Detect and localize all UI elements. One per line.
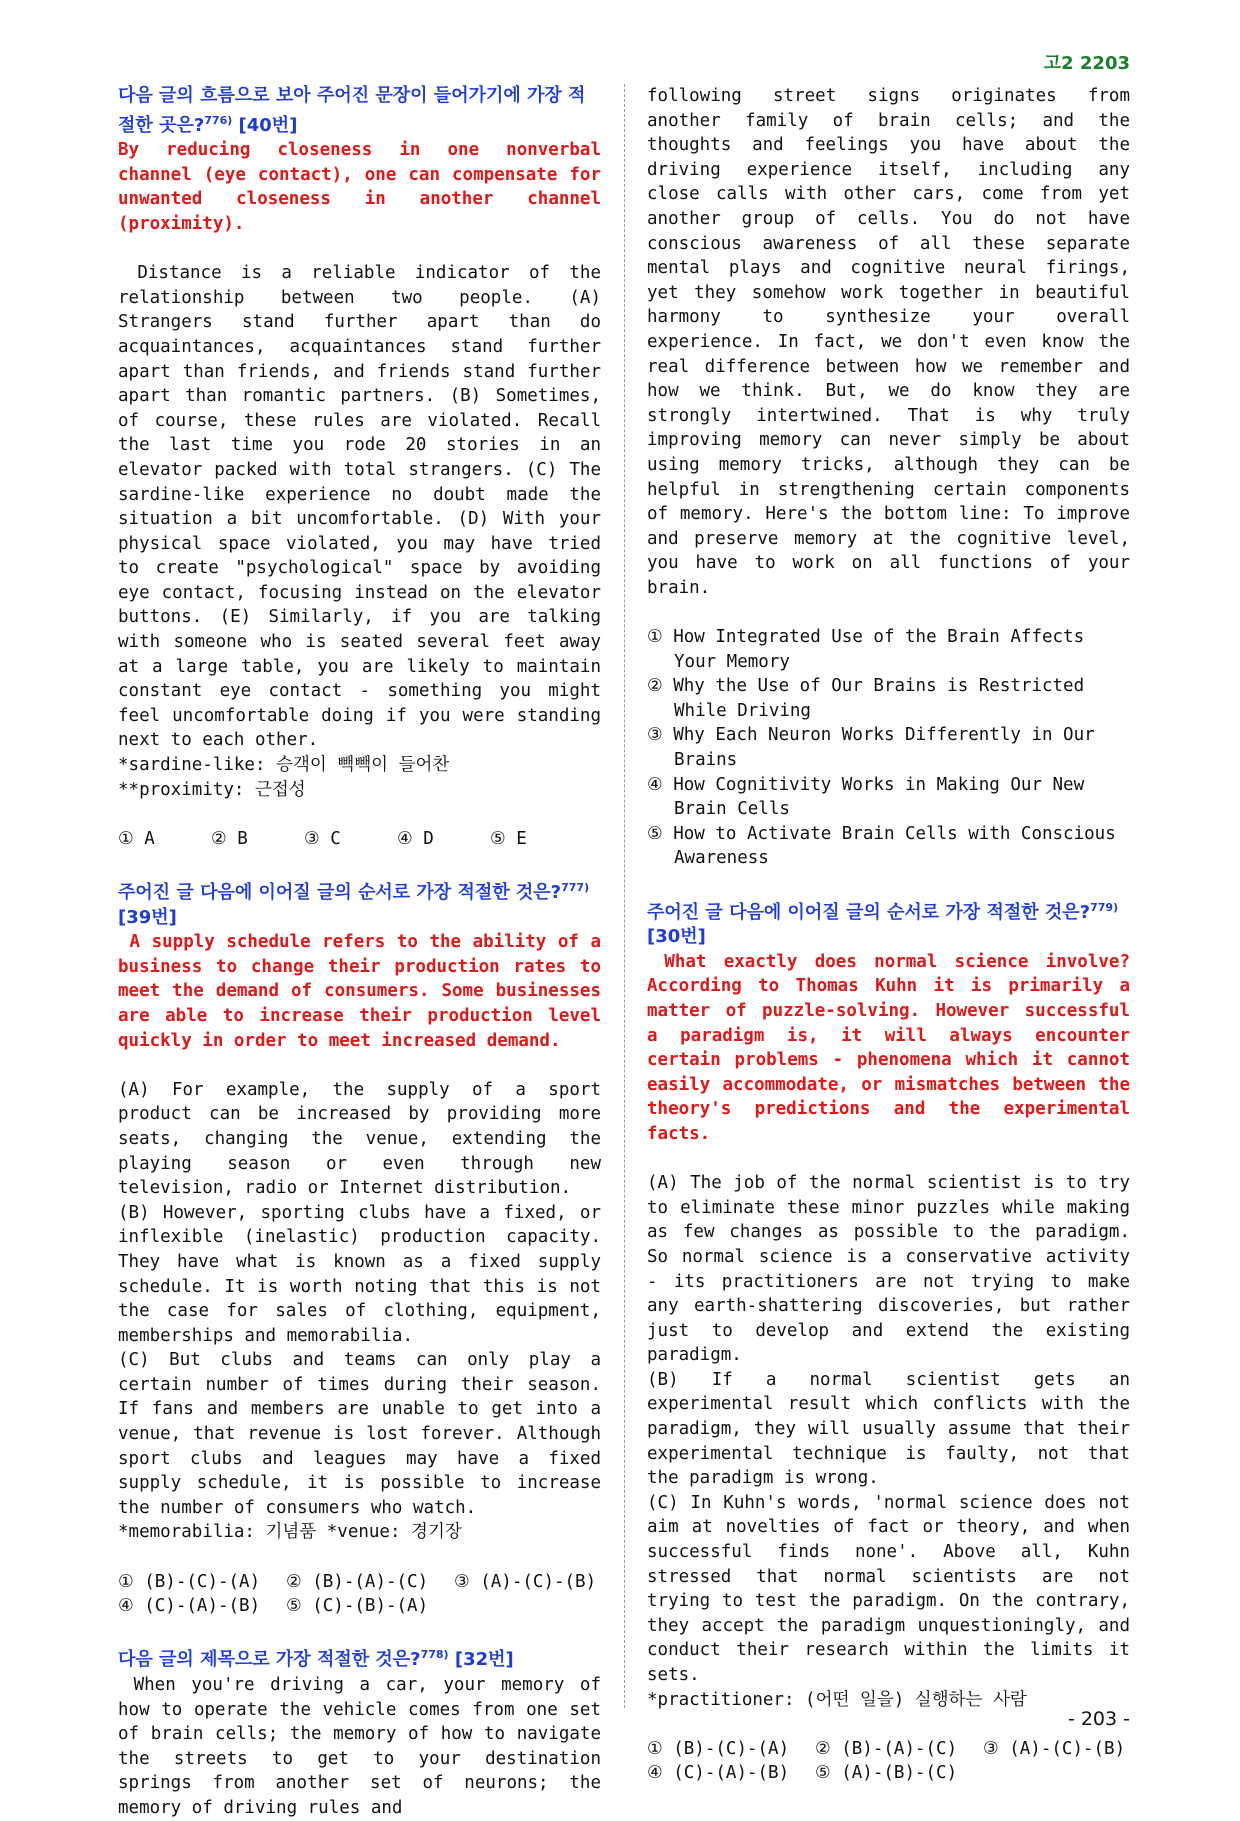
answer-choice[interactable]: ① How Integrated Use of the Brain Affects Your Memory (647, 627, 1085, 672)
question-title: 주어진 글 다음에 이어질 글의 순서로 가장 적절한 것은?$^{779)}$ [30번] (647, 900, 1119, 948)
passage-part-a: (A) The job of the normal scientist is to try to eliminate these minor puzzles while making as few changes as possible to the paradigm. So normal science is a conservative activity - its practitioners are not trying to make any earth-shattering discoveries, but rather just to develop and extend the existing paradigm. (647, 1173, 1130, 1366)
passage: When you're driving a car, your memory of how to operate the vehicle comes from one set of brain cells; the memory of how to navigate the streets to get to your destination springs from another set of neurons; the memory of driving rules and (118, 1675, 612, 1818)
question-title: 주어진 글 다음에 이어질 글의 순서로 가장 적절한 것은?$^{777)}$ [39번] (118, 881, 590, 928)
answer-choice[interactable]: ① A (118, 828, 155, 849)
answer-choices (647, 1761, 1130, 1786)
answer-choice[interactable]: ⑤ How to Activate Brain Cells with Conscious Awareness (647, 823, 1116, 869)
answer-choices (118, 827, 601, 852)
vocab-note: *memorabilia: 기념품 *venue: 경기장 (118, 1522, 462, 1543)
question-776 (118, 84, 612, 851)
answer-choice[interactable]: ④ D (397, 828, 434, 849)
question-title: 다음 글의 흐름으로 보아 주어진 문장이 들어가기에 가장 적절한 곳은?$^{776)}$ [40번] (118, 85, 586, 136)
header-tag: 고2 2203 (1043, 53, 1130, 74)
answer-choices (118, 1570, 601, 1595)
passage-continued: following street signs originates from another family of brain cells; and the thoughts and feelings you have about the driving experience itself, including any close calls with other cars, come from yet another group of cells. You do not have conscious awareness of all these separate mental plays and cognitive neural firings, yet they somehow work together in beautiful harmony to synthesize your overall experience. In fact, we don't even know the real difference between how we remember and how we think. But, we do know they are strongly intertwined. That is why truly improving memory can never simply be about using memory tricks, although they can be helpful in strengthening certain components of memory. Here's the bottom line: To improve and preserve memory at the cognitive level, you have to work on all functions of your brain. (647, 86, 1130, 598)
answer-choice[interactable]: ① (B)-(C)-(A) (118, 1571, 261, 1592)
answer-choices (647, 625, 1130, 871)
vocab-note: **proximity: 근접성 (118, 779, 306, 800)
answer-choices (647, 1737, 1130, 1762)
given-text: What exactly does normal science involve? According to Thomas Kuhn it is primarily a matter of puzzle-solving. However successful a paradigm is, it will always encounter certain problems - phenomena which it cannot easily accommodate, or mismatches between the theory's predictions and the experimental facts. (647, 951, 1141, 1144)
answer-choice[interactable]: ② Why the Use of Our Brains is Restricted While Driving (647, 676, 1085, 721)
passage-part-c: (C) But clubs and teams can only play a certain number of times during their season. If fans and members are unable to get into a venue, that revenue is lost forever. Although sport clubs and leagues may have a fixed supply schedule, it is possible to increase the number of consumers who watch. (118, 1350, 601, 1518)
answer-choice[interactable]: ① (B)-(C)-(A) (647, 1738, 790, 1759)
answer-choice[interactable]: ⑤ (A)-(B)-(C) (815, 1763, 958, 1784)
answer-choice[interactable]: ② (B)-(A)-(C) (286, 1571, 429, 1592)
question-779 (647, 896, 1141, 1786)
answer-choice[interactable]: ② B (211, 828, 248, 849)
answer-choice[interactable]: ④ (C)-(A)-(B) (647, 1763, 790, 1784)
answer-choice[interactable]: ⑤ (C)-(B)-(A) (286, 1596, 429, 1617)
right-column (647, 84, 1141, 1786)
given-sentence: By reducing closeness in one nonverbal channel (eye contact), one can compensate for unwanted closeness in another channel (proximity). (118, 140, 601, 234)
question-777 (118, 876, 612, 1619)
passage-part-b: (B) If a normal scientist gets an experimental result which conflicts with the paradigm, they will usually assume that their experimental technique is faulty, not that the paradigm is wrong. (647, 1369, 1130, 1489)
column-divider (624, 84, 625, 1708)
left-column (118, 84, 612, 1821)
answer-choice[interactable]: ③ C (304, 828, 341, 849)
answer-choices (118, 1594, 601, 1619)
answer-choice[interactable]: ⑤ E (490, 828, 527, 849)
passage-part-c: (C) In Kuhn's words, 'normal science does not aim at novelties of fact or theory, and when successful finds none'. Above all, Kuhn stressed that normal scientists are not trying to test the paradigm. On the contrary, they accept the paradigm unquestioningly, and conduct their research within the limits it sets. (647, 1492, 1130, 1685)
answer-choice[interactable]: ③ Why Each Neuron Works Differently in Our Brains (647, 725, 1095, 771)
given-text: A supply schedule refers to the ability of a business to change their production rates to meet the demand of consumers. Some businesses are able to increase their production level quickly in order to meet increased demand. (118, 932, 612, 1051)
passage-part-b: (B) However, sporting clubs have a fixed, or inflexible (inelastic) production capacity. They have what is known as a fixed supply schedule. It is worth noting that this is not the case for sales of clothing, equipment, memberships and memorabilia. (118, 1202, 601, 1346)
answer-choice[interactable]: ④ (C)-(A)-(B) (118, 1596, 261, 1617)
vocab-note: *sardine-like: 승객이 빽빽이 들어찬 (118, 755, 450, 776)
answer-choice[interactable]: ③ (A)-(C)-(B) (454, 1571, 597, 1592)
passage: Distance is a reliable indicator of the relationship between two people. (A) Strangers stand further apart than do acquaintances, acquaintances stand further apart than friends, and friends stand further apart than romantic partners. (B) Sometimes, of course, these rules are violated. Recall the last time you rode 20 stories in an elevator packed with total strangers. (C) The sardine-like experience no doubt made the situation a bit uncomfortable. (D) With your physical space violated, you may have tried to create "psychological" space by avoiding eye contact, focusing instead on the elevator buttons. (E) Similarly, if you are talking with someone who is seated several feet away at a large table, you are likely to maintain constant eye contact - something you might feel uncomfortable doing if you were standing next to each other. (118, 263, 612, 751)
page-number: - 203 - (1067, 1708, 1130, 1731)
question-778 (118, 1643, 612, 1820)
answer-choice[interactable]: ④ How Cognitivity Works in Making Our New Brain Cells (647, 774, 1085, 820)
answer-choice[interactable]: ② (B)-(A)-(C) (815, 1738, 958, 1759)
passage-part-a: (A) For example, the supply of a sport product can be increased by providing more seats, changing the venue, extending the playing season or even through new television, radio or Internet distribution. (118, 1079, 601, 1199)
vocab-note: *practitioner: (어떤 일을) 실행하는 사람 (647, 1689, 1027, 1710)
answer-choice[interactable]: ③ (A)-(C)-(B) (983, 1738, 1126, 1759)
question-title: 다음 글의 제목으로 가장 적절한 것은?$^{778)}$ [32번] (118, 1648, 514, 1671)
